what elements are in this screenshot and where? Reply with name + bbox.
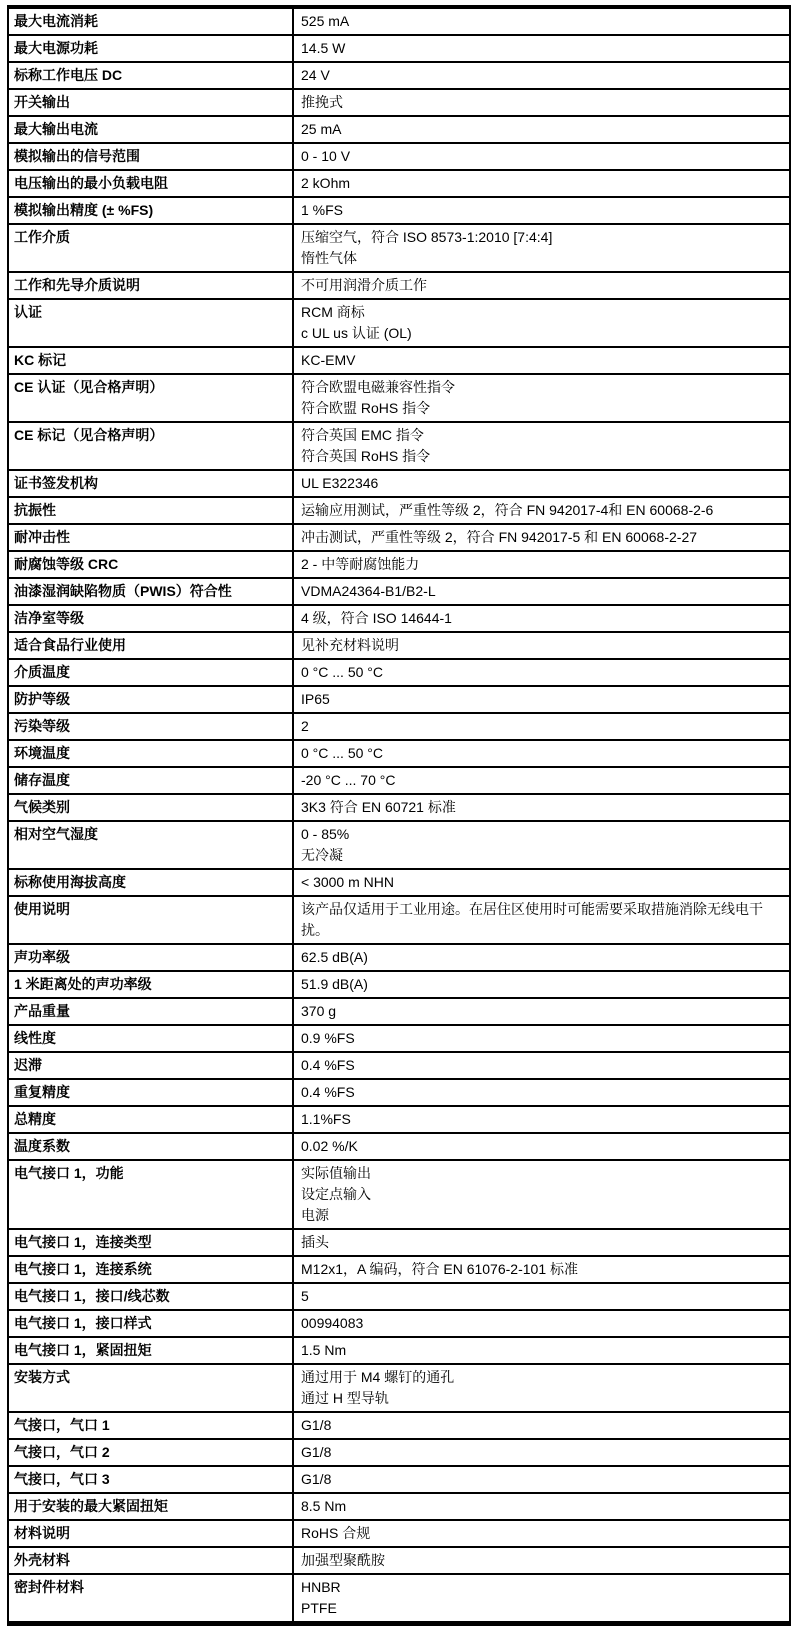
spec-label: 耐冲击性 [8, 524, 293, 551]
table-row [8, 7, 790, 35]
spec-label: 产品重量 [8, 998, 293, 1025]
table-row [8, 143, 790, 170]
table-row [8, 794, 790, 821]
table-row [8, 551, 790, 578]
table-row [8, 1364, 790, 1412]
table-row [8, 971, 790, 998]
spec-value [293, 1256, 790, 1283]
table-row [8, 224, 790, 272]
spec-value-line: 1.5 Nm [301, 1342, 347, 1358]
table-row [8, 1439, 790, 1466]
spec-value-line: VDMA24364-B1/B2-L [301, 583, 436, 599]
spec-value [293, 422, 790, 470]
table-row [8, 272, 790, 299]
spec-value-line: 1 %FS [301, 202, 344, 218]
spec-value-line: 525 mA [301, 13, 350, 29]
spec-value-line: HNBR [301, 1579, 341, 1595]
spec-value [293, 1106, 790, 1133]
spec-value-line: M12x1，A 编码，符合 EN 61076-2-101 标准 [301, 1261, 578, 1277]
spec-value [293, 869, 790, 896]
spec-label: 适合食品行业使用 [8, 632, 293, 659]
table-row [8, 1025, 790, 1052]
spec-value-line: 无冷凝 [301, 847, 343, 863]
spec-label: 油漆湿润缺陷物质（PWIS）符合性 [8, 578, 293, 605]
table-row [8, 374, 790, 422]
table-row [8, 1337, 790, 1364]
spec-label: 防护等级 [8, 686, 293, 713]
spec-label: 介质温度 [8, 659, 293, 686]
table-row [8, 998, 790, 1025]
spec-value [293, 1133, 790, 1160]
spec-label: 用于安装的最大紧固扭矩 [8, 1493, 293, 1520]
spec-value-line: 2 [301, 718, 309, 734]
table-row [8, 1106, 790, 1133]
spec-value [293, 659, 790, 686]
spec-label: 重复精度 [8, 1079, 293, 1106]
spec-label: 总精度 [8, 1106, 293, 1133]
table-row [8, 62, 790, 89]
spec-value-line: c UL us 认证 (OL) [301, 325, 412, 341]
spec-value [293, 821, 790, 869]
spec-value-line: 符合欧盟电磁兼容性指令 [301, 379, 455, 395]
spec-value [293, 605, 790, 632]
spec-label: 气接口，气口 2 [8, 1439, 293, 1466]
spec-value-line: 2 - 中等耐腐蚀能力 [301, 556, 420, 572]
spec-label: 电气接口 1，紧固扭矩 [8, 1337, 293, 1364]
spec-label: 电压输出的最小负载电阻 [8, 170, 293, 197]
spec-value-line: 设定点输入 [301, 1186, 371, 1202]
spec-value-line: 14.5 W [301, 40, 346, 56]
spec-label: 耐腐蚀等级 CRC [8, 551, 293, 578]
spec-label: 证书签发机构 [8, 470, 293, 497]
spec-value-line: 2 kOhm [301, 175, 351, 191]
table-row [8, 1079, 790, 1106]
spec-label: 标称使用海拔高度 [8, 869, 293, 896]
spec-label: 电气接口 1，功能 [8, 1160, 293, 1229]
spec-label: 储存温度 [8, 767, 293, 794]
spec-label: 1 米距离处的声功率级 [8, 971, 293, 998]
spec-value [293, 272, 790, 299]
spec-label: 模拟输出的信号范围 [8, 143, 293, 170]
spec-value-line: 电源 [301, 1207, 329, 1223]
spec-label: 环境温度 [8, 740, 293, 767]
table-row [8, 1547, 790, 1574]
spec-value-line: PTFE [301, 1600, 337, 1616]
spec-value [293, 1574, 790, 1624]
table-row [8, 1133, 790, 1160]
spec-value-line: 冲击测试，严重性等级 2，符合 FN 942017-5 和 EN 60068-2-27 [301, 529, 698, 545]
spec-value-line: 插头 [301, 1234, 329, 1250]
spec-label: 线性度 [8, 1025, 293, 1052]
spec-value [293, 686, 790, 713]
spec-value-line: 0.9 %FS [301, 1030, 355, 1046]
spec-value [293, 143, 790, 170]
spec-value-line: 4 级，符合 ISO 14644-1 [301, 610, 452, 626]
spec-value-line: 通过 H 型导轨 [301, 1390, 389, 1406]
table-row [8, 659, 790, 686]
spec-label: 相对空气湿度 [8, 821, 293, 869]
spec-value-line: KC-EMV [301, 352, 356, 368]
spec-value-line: 00994083 [301, 1315, 364, 1331]
table-row [8, 170, 790, 197]
table-row [8, 1574, 790, 1624]
spec-value-line: 惰性气体 [301, 250, 357, 266]
spec-value-line: 3K3 符合 EN 60721 标准 [301, 799, 456, 815]
spec-value [293, 1439, 790, 1466]
spec-value-line: 见补充材料说明 [301, 637, 399, 653]
table-row [8, 1052, 790, 1079]
table-row [8, 422, 790, 470]
table-row [8, 896, 790, 944]
spec-value-line: 实际值输出 [301, 1165, 371, 1181]
spec-value-line: -20 °C ... 70 °C [301, 772, 396, 788]
spec-value-line: 0 °C ... 50 °C [301, 664, 384, 680]
spec-label: 气接口，气口 1 [8, 1412, 293, 1439]
spec-value-line: 370 g [301, 1003, 337, 1019]
spec-value [293, 374, 790, 422]
spec-value-line: G1/8 [301, 1417, 332, 1433]
spec-value [293, 794, 790, 821]
spec-label: 电气接口 1，接口/线芯数 [8, 1283, 293, 1310]
spec-value-line: RCM 商标 [301, 304, 365, 320]
spec-label: KC 标记 [8, 347, 293, 374]
table-row [8, 497, 790, 524]
table-row [8, 605, 790, 632]
spec-value-line: 加强型聚酰胺 [301, 1552, 385, 1568]
spec-value [293, 632, 790, 659]
spec-label: 安装方式 [8, 1364, 293, 1412]
spec-value [293, 1547, 790, 1574]
table-row [8, 1412, 790, 1439]
spec-value [293, 1337, 790, 1364]
spec-value-line: 5 [301, 1288, 309, 1304]
spec-value [293, 578, 790, 605]
spec-value-line: 符合英国 RoHS 指令 [301, 448, 431, 464]
table-row [8, 35, 790, 62]
spec-label: 最大电流消耗 [8, 7, 293, 35]
spec-value-line: 0.4 %FS [301, 1057, 355, 1073]
spec-value [293, 347, 790, 374]
spec-label: 污染等级 [8, 713, 293, 740]
table-row [8, 89, 790, 116]
spec-label: 标称工作电压 DC [8, 62, 293, 89]
table-row [8, 347, 790, 374]
table-row [8, 299, 790, 347]
spec-value-line: G1/8 [301, 1471, 332, 1487]
spec-value-line: 25 mA [301, 121, 342, 137]
spec-value [293, 497, 790, 524]
spec-value [293, 1310, 790, 1337]
table-row [8, 1310, 790, 1337]
spec-value-line: UL E322346 [301, 475, 379, 491]
spec-value-line: 24 V [301, 67, 330, 83]
spec-value [293, 170, 790, 197]
spec-value-line: 8.5 Nm [301, 1498, 347, 1514]
spec-value-line: < 3000 m NHN [301, 874, 394, 890]
spec-label: 洁净室等级 [8, 605, 293, 632]
spec-value-line: 0.02 %/K [301, 1138, 358, 1154]
spec-label: CE 认证（见合格声明） [8, 374, 293, 422]
spec-value [293, 740, 790, 767]
spec-value-line: 1.1%FS [301, 1111, 351, 1127]
table-row [8, 1160, 790, 1229]
spec-label: 模拟输出精度 (± %FS) [8, 197, 293, 224]
spec-value-line: 0 - 85% [301, 826, 350, 842]
spec-value [293, 197, 790, 224]
table-row [8, 197, 790, 224]
spec-value [293, 1160, 790, 1229]
spec-value-line: 不可用润滑介质工作 [301, 277, 427, 293]
spec-label: 声功率级 [8, 944, 293, 971]
table-row [8, 1283, 790, 1310]
table-row [8, 821, 790, 869]
spec-value [293, 1412, 790, 1439]
table-row [8, 524, 790, 551]
spec-label: 开关输出 [8, 89, 293, 116]
spec-value [293, 89, 790, 116]
spec-label: 温度系数 [8, 1133, 293, 1160]
table-row [8, 1256, 790, 1283]
spec-value [293, 998, 790, 1025]
spec-value [293, 35, 790, 62]
spec-value-line: 通过用于 M4 螺钉的通孔 [301, 1369, 455, 1385]
spec-value [293, 1364, 790, 1412]
spec-value [293, 299, 790, 347]
spec-label: 最大输出电流 [8, 116, 293, 143]
spec-label: 材料说明 [8, 1520, 293, 1547]
spec-label: 使用说明 [8, 896, 293, 944]
spec-label: 气候类别 [8, 794, 293, 821]
spec-label: 密封件材料 [8, 1574, 293, 1624]
spec-table-body [8, 7, 790, 1624]
table-row [8, 767, 790, 794]
spec-value [293, 1025, 790, 1052]
table-row [8, 944, 790, 971]
spec-value [293, 944, 790, 971]
spec-value [293, 551, 790, 578]
spec-value-line: 0 °C ... 50 °C [301, 745, 384, 761]
spec-value [293, 1283, 790, 1310]
spec-value-line: IP65 [301, 691, 330, 707]
table-row [8, 1493, 790, 1520]
spec-label: 气接口，气口 3 [8, 1466, 293, 1493]
spec-value [293, 7, 790, 35]
table-row [8, 1520, 790, 1547]
spec-value [293, 224, 790, 272]
spec-label: 外壳材料 [8, 1547, 293, 1574]
spec-label: 工作介质 [8, 224, 293, 272]
spec-value-line: 推挽式 [301, 94, 343, 110]
spec-table [7, 5, 791, 1626]
spec-value-line: 0 - 10 V [301, 148, 351, 164]
spec-value [293, 524, 790, 551]
spec-label: 最大电源功耗 [8, 35, 293, 62]
spec-label: 电气接口 1，接口样式 [8, 1310, 293, 1337]
spec-value [293, 470, 790, 497]
spec-value [293, 116, 790, 143]
spec-value-line: RoHS 合规 [301, 1525, 371, 1541]
spec-value [293, 1493, 790, 1520]
spec-label: 认证 [8, 299, 293, 347]
table-row [8, 632, 790, 659]
spec-value-line: 运输应用测试，严重性等级 2，符合 FN 942017-4和 EN 60068-2-6 [301, 502, 714, 518]
table-row [8, 578, 790, 605]
spec-value-line: 符合欧盟 RoHS 指令 [301, 400, 431, 416]
spec-label: 电气接口 1，连接类型 [8, 1229, 293, 1256]
table-row [8, 116, 790, 143]
spec-value [293, 1052, 790, 1079]
spec-value-line: 该产品仅适用于工业用途。在居住区使用时可能需要采取措施消除无线电干扰。 [301, 901, 763, 938]
spec-value [293, 713, 790, 740]
spec-label: 迟滞 [8, 1052, 293, 1079]
spec-value [293, 767, 790, 794]
spec-value [293, 62, 790, 89]
spec-label: CE 标记（见合格声明） [8, 422, 293, 470]
spec-value-line: G1/8 [301, 1444, 332, 1460]
spec-label: 电气接口 1，连接系统 [8, 1256, 293, 1283]
spec-label: 抗振性 [8, 497, 293, 524]
spec-value [293, 1079, 790, 1106]
spec-value [293, 1229, 790, 1256]
spec-value-line: 符合英国 EMC 指令 [301, 427, 424, 443]
spec-value-line: 0.4 %FS [301, 1084, 355, 1100]
spec-value-line: 压缩空气，符合 ISO 8573-1:2010 [7:4:4] [301, 229, 553, 245]
table-row [8, 740, 790, 767]
spec-value-line: 62.5 dB(A) [301, 949, 368, 965]
table-row [8, 713, 790, 740]
spec-value [293, 1466, 790, 1493]
table-row [8, 1229, 790, 1256]
table-row [8, 470, 790, 497]
table-row [8, 686, 790, 713]
table-row [8, 869, 790, 896]
spec-value-line: 51.9 dB(A) [301, 976, 368, 992]
spec-value [293, 971, 790, 998]
spec-value [293, 896, 790, 944]
table-row [8, 1466, 790, 1493]
spec-label: 工作和先导介质说明 [8, 272, 293, 299]
spec-value [293, 1520, 790, 1547]
